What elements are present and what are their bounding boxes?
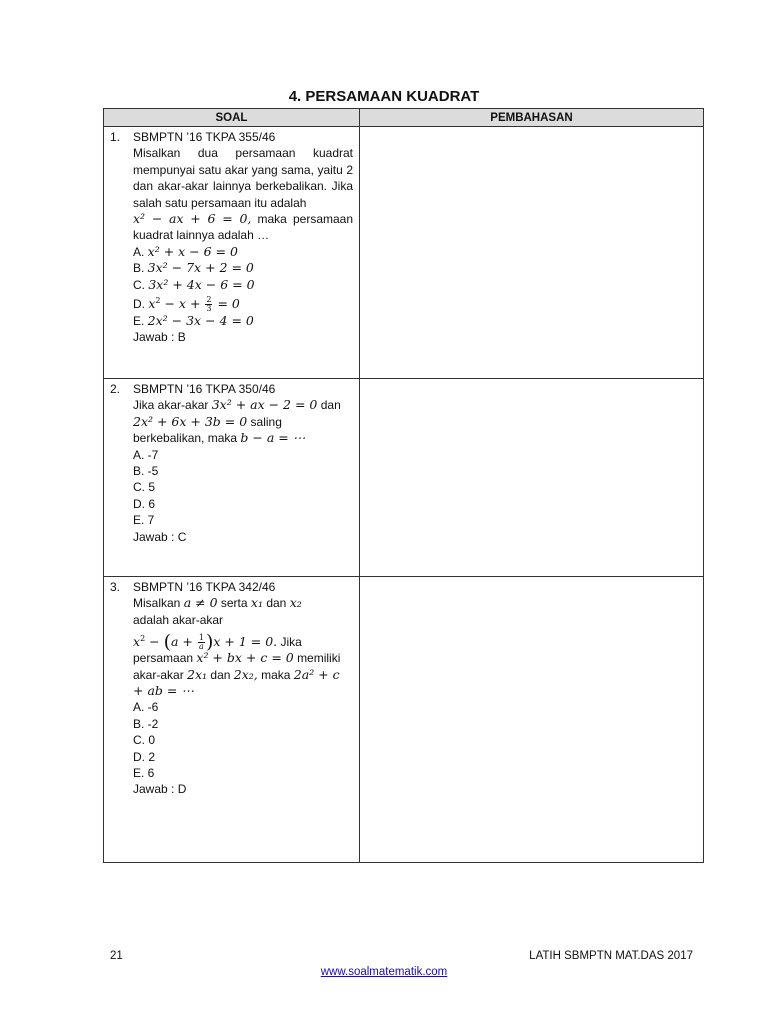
option-a: x² + x − 6 = 0 — [147, 243, 238, 259]
discussion-cell — [360, 127, 704, 379]
variable-x1: x₁ — [250, 595, 263, 611]
question-source: SBMPTN ’16 TKPA 350/46 — [133, 382, 276, 396]
question-source: SBMPTN ’16 TKPA 355/46 — [133, 130, 276, 144]
question-text: adalah akar-akar — [133, 612, 224, 627]
equation: x² − ax + 6 = 0, — [133, 211, 252, 227]
option-c: C. 0 — [133, 733, 156, 748]
option-e: E. 7 — [133, 513, 155, 528]
question-text: Misalkan — [133, 596, 181, 611]
option-d: D. 6 — [133, 496, 156, 511]
column-header-pembahasan: PEMBAHASAN — [360, 109, 704, 127]
website-link[interactable]: www.soalmatematik.com — [320, 966, 448, 978]
expression: b − a = ⋯ — [240, 430, 306, 446]
question-text: serta — [220, 596, 248, 611]
equation: $x^2 - (a$ + $\frac{1}{a}$ )x + 1 = 0. — [133, 631, 278, 654]
answer: Jawab : B — [133, 330, 186, 345]
option-b: B. -5 — [133, 464, 159, 479]
question-text: persamaan — [133, 651, 194, 666]
equation: 3x² + ax − 2 = 0 — [211, 397, 318, 413]
answer: Jawab : D — [133, 782, 187, 797]
question-number: 1. — [110, 130, 121, 144]
question-table — [103, 108, 704, 863]
root-1: 2x₁ — [187, 666, 208, 682]
question-text: dan — [320, 398, 341, 413]
question-text: maka — [261, 667, 291, 682]
table-row — [104, 577, 704, 863]
question-1-cell: 1. SBMPTN ’16 TKPA 355/46 Misalkan dua persamaan kuadrat mempunyai satu akar yang sama, yaitu 2 dan akar-akar lainnya berkebalikan. Jika salah satu persamaan itu adalah x² − ax + 6 = 0, maka persamaan kuadrat lainnya adalah … A. x² + x − 6 = 0 B. 3x² − 7x + 2 = 0 C. 3x² + 4x − 6 = 0 D. $x^2 - x$ + $\frac{2}{3}$ = 0 E. 2x² − 3x − 4 = 0 Jawab : B — [104, 127, 360, 379]
question-text: maka persamaan kuadrat lainnya adalah … — [133, 212, 354, 243]
question-text: memiliki — [297, 651, 341, 666]
option-c: 3x² + 4x − 6 = 0 — [148, 276, 255, 292]
question-source: SBMPTN ’16 TKPA 342/46 — [133, 580, 276, 594]
page-number: 21 — [110, 950, 123, 962]
table-row — [104, 127, 704, 379]
question-text: Misalkan dua persamaan kuadrat mempunyai satu akar yang sama, yaitu 2 dan akar-akar lainnya berkebalikan. Jika salah satu persamaan itu adalah — [133, 146, 353, 210]
root-2: 2x₂, — [233, 666, 258, 682]
question-text: dan — [266, 596, 287, 611]
condition: a ≠ 0 — [183, 595, 218, 611]
option-d: D. 2 — [133, 749, 156, 764]
page-title: 4. PERSAMAAN KUADRAT — [288, 88, 480, 105]
question-3-cell — [104, 577, 360, 863]
discussion-cell — [360, 577, 704, 863]
option-a: A. -7 — [133, 447, 159, 462]
question-text: Jika — [280, 635, 302, 650]
question-text: berkebalikan, maka — [133, 431, 238, 446]
question-text: Jika akar-akar — [133, 398, 209, 413]
option-e: E. 6 — [133, 766, 155, 781]
option-d: $x^2 - x$ + $\frac{2}{3}$ = 0 — [148, 295, 240, 314]
question-2-cell — [104, 379, 360, 577]
question-text: saling — [250, 414, 282, 429]
question-number: 2. — [110, 382, 121, 396]
expression: 2a² + c + ab = ⋯ — [133, 666, 340, 699]
question-text: akar-akar — [133, 667, 184, 682]
question-number: 3. — [110, 580, 121, 594]
equation: 2x² + 6x + 3b = 0 — [133, 413, 248, 429]
option-c: C. 5 — [133, 480, 156, 495]
footer-title: LATIH SBMPTN MAT.DAS 2017 — [529, 950, 693, 962]
answer: Jawab : C — [133, 529, 187, 544]
equation: x² + bx + c = 0 — [196, 650, 294, 666]
option-b: B. -2 — [133, 716, 159, 731]
variable-x2: x₂ — [289, 595, 302, 611]
option-a: A. -6 — [133, 700, 159, 715]
option-b: 3x² − 7x + 2 = 0 — [147, 260, 254, 276]
option-e: 2x² − 3x − 4 = 0 — [147, 313, 254, 329]
discussion-cell — [360, 379, 704, 577]
column-header-soal: SOAL — [104, 109, 360, 127]
question-text: dan — [210, 667, 231, 682]
table-row — [104, 379, 704, 577]
